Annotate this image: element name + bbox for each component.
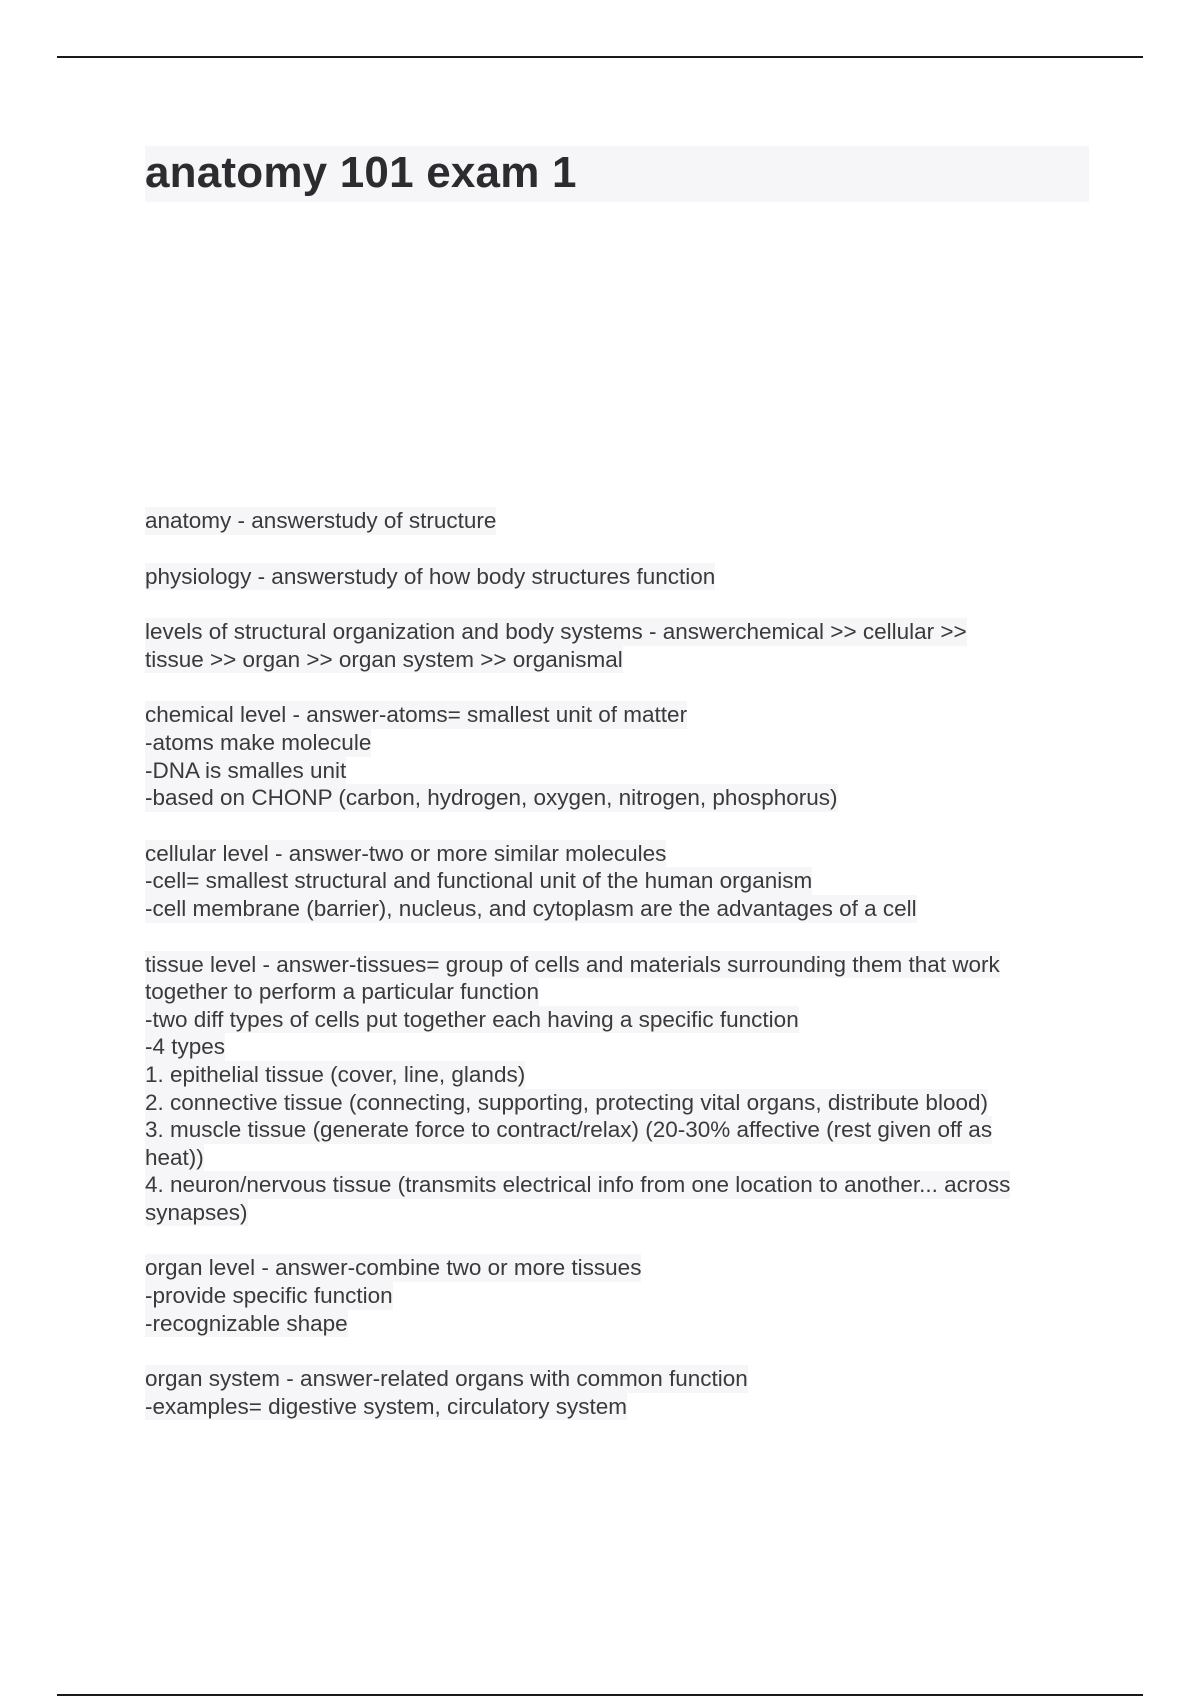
card-line: tissue >> organ >> organ system >> organismal — [145, 646, 623, 672]
flashcard — [145, 507, 1095, 535]
card-line: -cell= smallest structural and functional unit of the human organism — [145, 868, 813, 894]
flashcard — [145, 1365, 1095, 1420]
card-line: organ level - answer-combine two or more tissues — [145, 1255, 642, 1281]
card-line: -examples= digestive system, circulatory system — [145, 1393, 628, 1419]
card-line: 3. muscle tissue (generate force to contract/relax) (20-30% affective (rest given off as — [145, 1117, 993, 1143]
card-line: levels of structural organization and body systems - answerchemical >> cellular >> — [145, 619, 967, 645]
flashcard — [145, 840, 1095, 923]
flashcard — [145, 951, 1095, 1227]
flashcard — [145, 701, 1095, 811]
card-line: anatomy - answerstudy of structure — [145, 508, 497, 533]
flashcard — [145, 1254, 1095, 1337]
header-rule — [57, 56, 1143, 58]
card-line: -provide specific function — [145, 1283, 393, 1309]
card-line: tissue level - answer-tissues= group of cells and materials surrounding them that work — [145, 951, 1000, 977]
card-line: 4. neuron/nervous tissue (transmits electrical info from one location to another... across — [145, 1172, 1011, 1198]
card-line: chemical level - answer-atoms= smallest unit of matter — [145, 702, 688, 728]
card-line: -cell membrane (barrier), nucleus, and cytoplasm are the advantages of a cell — [145, 895, 917, 921]
card-line: heat)) — [145, 1144, 204, 1170]
card-line: organ system - answer-related organs with common function — [145, 1366, 748, 1392]
card-line: 2. connective tissue (connecting, supporting, protecting vital organs, distribute blood) — [145, 1089, 988, 1115]
flashcard — [145, 618, 1095, 673]
card-line: -atoms make molecule — [145, 729, 372, 755]
card-line: -4 types — [145, 1034, 226, 1060]
page-title: anatomy 101 exam 1 — [145, 148, 577, 197]
card-line: -two diff types of cells put together each having a specific function — [145, 1006, 799, 1032]
card-line: together to perform a particular function — [145, 979, 539, 1005]
card-line: cellular level - answer-two or more similar molecules — [145, 840, 667, 866]
card-line: -DNA is smalles unit — [145, 757, 347, 783]
card-line: synapses) — [145, 1199, 248, 1225]
flashcard-list — [145, 507, 1095, 1448]
card-line: 1. epithelial tissue (cover, line, glands) — [145, 1061, 526, 1087]
card-line: -based on CHONP (carbon, hydrogen, oxygen, nitrogen, phosphorus) — [145, 785, 838, 811]
card-line: physiology - answerstudy of how body structures function — [145, 563, 716, 589]
card-line: -recognizable shape — [145, 1310, 348, 1336]
flashcard — [145, 563, 1095, 591]
footer-rule — [57, 1694, 1143, 1696]
